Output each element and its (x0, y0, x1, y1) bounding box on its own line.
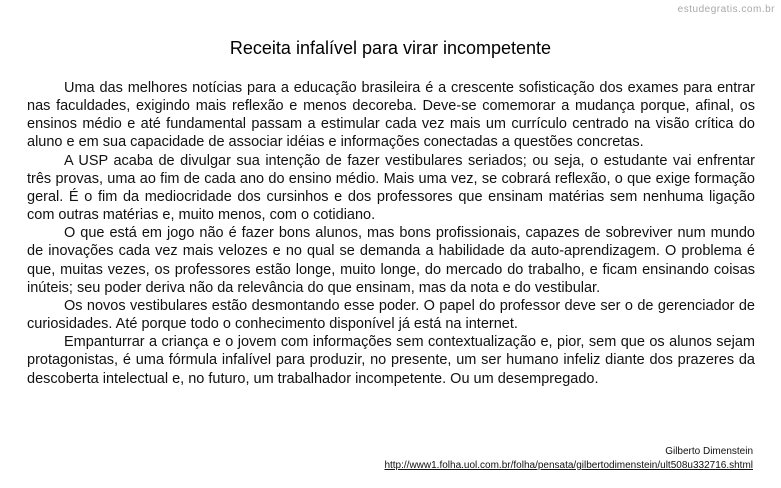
document-title: Receita infalível para virar incompetente (229, 38, 552, 58)
article-body (27, 79, 755, 388)
paragraph-2: A USP acaba de divulgar sua intenção de fazer vestibulares seriados; ou seja, o estudante vai enfrentar três provas, uma ao fim de cada ano do ensino médio. Mais uma vez, se cobrará reflexão, o que exige formação geral. É o fim da mediocridade dos cursinhos e dos professores que ensinam matérias sem nenhuma ligação com outras matérias e, muito menos, com o cotidiano. (27, 152, 755, 224)
author-name: Gilberto Dimenstein (665, 446, 753, 457)
paragraph-1: Uma das melhores notícias para a educação brasileira é a crescente sofisticação dos exames para entrar nas faculdades, exigindo mais reflexão e menos decoreba. Deve-se comemorar a mudança porque, afinal, os ensinos médio e até fundamental passam a estimular cada vez mais um currículo centrado na visão crítica do aluno e em sua capacidade de associar idéias e informações conectadas a questões concretas. (27, 80, 755, 151)
paragraph-4: Os novos vestibulares estão desmontando esse poder. O papel do professor deve ser o de gerenciador de curiosidades. Até porque todo o conhecimento disponível já está na internet. (27, 297, 755, 333)
watermark: estudegratis.com.br (677, 4, 775, 15)
source-link[interactable]: http://www1.folha.uol.com.br/folha/pensata/gilbertodimenstein/ult508u332716.shtml (384, 460, 753, 471)
paragraph-3: O que está em jogo não é fazer bons alunos, mas bons profissionais, capazes de sobreviver num mundo de inovações cada vez mais velozes e no qual se demanda a habilidade da auto-aprendizagem. O problema é que, muitas vezes, os professores estão longe, muito longe, do mercado do trabalho, e ficam ensinando coisas inúteis; seu poder deriva não da relevância do que ensinam, mas da nota e do vestibular. (27, 225, 755, 296)
paragraph-5: Empanturrar a criança e o jovem com informações sem contextualização e, pior, sem que os alunos sejam protagonistas, é uma fórmula infalível para produzir, no presente, um ser humano infeliz diante dos prazeres da descoberta intelectual e, no futuro, um trabalhador incompetente. Ou um desempregado. (27, 334, 755, 387)
